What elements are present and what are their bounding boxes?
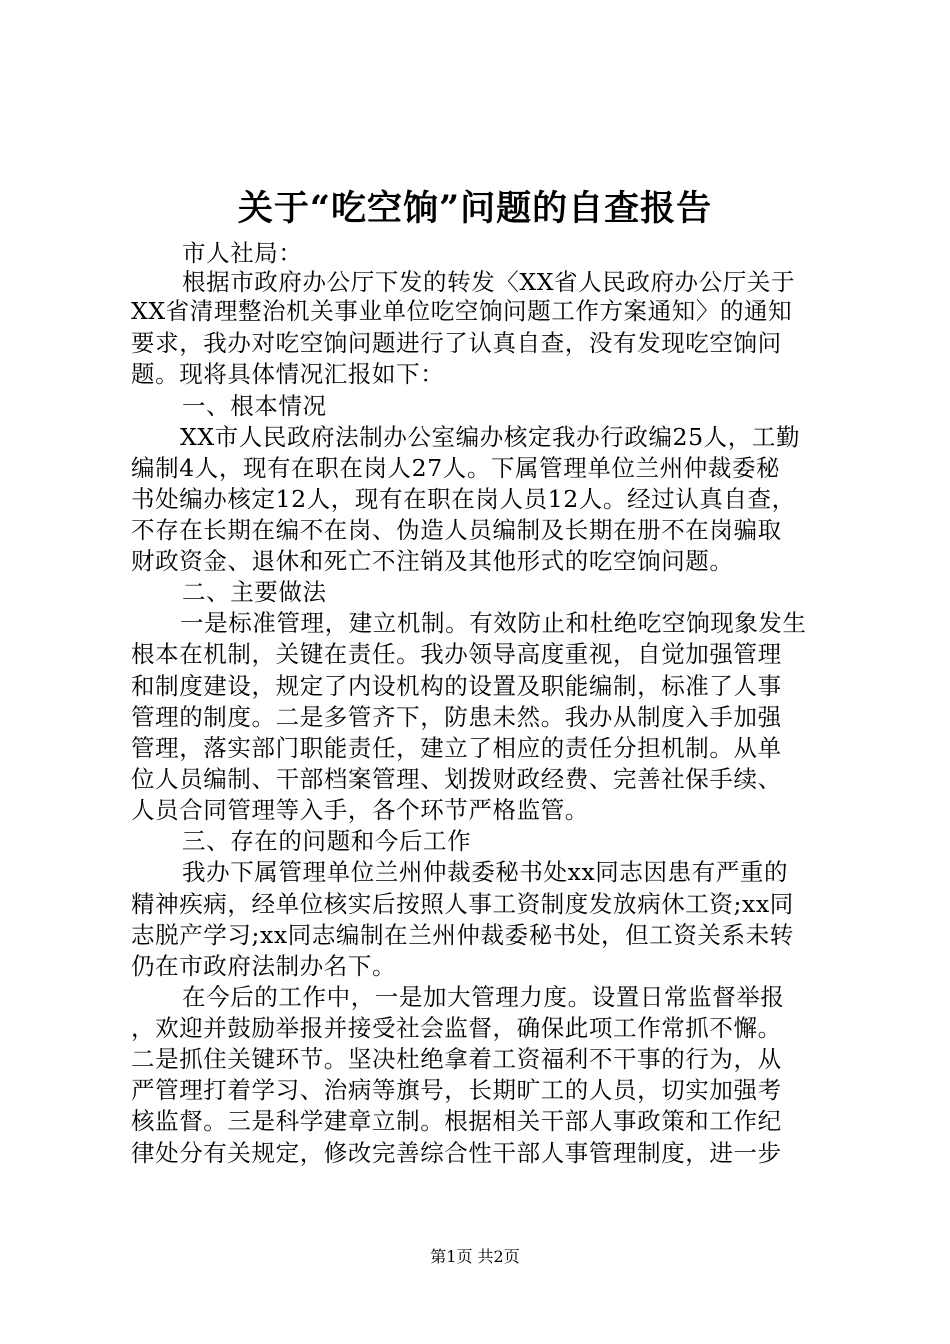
body-line: 要求，我办对吃空饷问题进行了认真自查，没有发现吃空饷问	[131, 329, 782, 357]
body-line: 我办下属管理单位兰州仲裁委秘书处xx同志因患有严重的	[182, 858, 789, 886]
body-line: 精神疾病，经单位核实后按照人事工资制度发放病休工资;xx同	[131, 890, 794, 918]
body-line: XX省清理整治机关事业单位吃空饷问题工作方案通知〉的通知	[131, 297, 793, 325]
body-line: 题。现将具体情况汇报如下：	[131, 360, 445, 388]
body-line: 严管理打着学习、治病等旗号，长期旷工的人员，切实加强考	[131, 1076, 782, 1104]
body-line: ，欢迎并鼓励举报并接受社会监督，确保此项工作常抓不懈。	[131, 1014, 782, 1042]
body-line: 核监督。三是科学建章立制。根据相关干部人事政策和工作纪	[131, 1107, 782, 1135]
body-line: 编制4人，现有在职在岗人27人。下属管理单位兰州仲裁委秘	[131, 454, 781, 482]
body-line: XX市人民政府法制办公室编办核定我办行政编25人，工勤	[180, 423, 801, 451]
section-heading: 二、主要做法	[182, 578, 327, 606]
salutation: 市人社局：	[182, 239, 303, 267]
body-line: 志脱产学习;xx同志编制在兰州仲裁委秘书处，但工资关系未转	[131, 921, 794, 949]
body-line: 管理的制度。二是多管齐下，防患未然。我办从制度入手加强	[131, 703, 782, 731]
section-heading: 一、根本情况	[182, 392, 327, 420]
body-line: 财政资金、退休和死亡不注销及其他形式的吃空饷问题。	[131, 547, 734, 575]
body-line: 根据市政府办公厅下发的转发〈XX省人民政府办公厅关于	[182, 268, 796, 296]
body-line: 仍在市政府法制办名下。	[131, 952, 397, 980]
body-line: 管理，落实部门职能责任，建立了相应的责任分担机制。从单	[131, 734, 782, 762]
body-line: 律处分有关规定，修改完善综合性干部人事管理制度，进一步	[131, 1139, 782, 1167]
body-line: 根本在机制，关键在责任。我办领导高度重视，自觉加强管理	[131, 640, 782, 668]
body-line: 二是抓住关键环节。坚决杜绝拿着工资福利不干事的行为，从	[131, 1045, 782, 1073]
page-number: 第1页 共2页	[430, 1247, 520, 1266]
document-title: 关于“吃空饷”问题的自查报告	[237, 188, 713, 229]
body-line: 和制度建设，规定了内设机构的设置及职能编制，标准了人事	[131, 672, 782, 700]
body-line: 位人员编制、干部档案管理、划拨财政经费、完善社保手续、	[131, 765, 782, 793]
body-line: 不存在长期在编不在岗、伪造人员编制及长期在册不在岗骗取	[131, 516, 782, 544]
body-line: 人员合同管理等入手，各个环节严格监管。	[131, 796, 589, 824]
section-heading: 三、存在的问题和今后工作	[182, 827, 472, 855]
body-line: 一是标准管理，建立机制。有效防止和杜绝吃空饷现象发生	[180, 609, 807, 637]
body-line: 在今后的工作中，一是加大管理力度。设置日常监督举报	[182, 983, 785, 1011]
body-line: 书处编办核定12人，现有在职在岗人员12人。经过认真自查，	[131, 485, 796, 513]
